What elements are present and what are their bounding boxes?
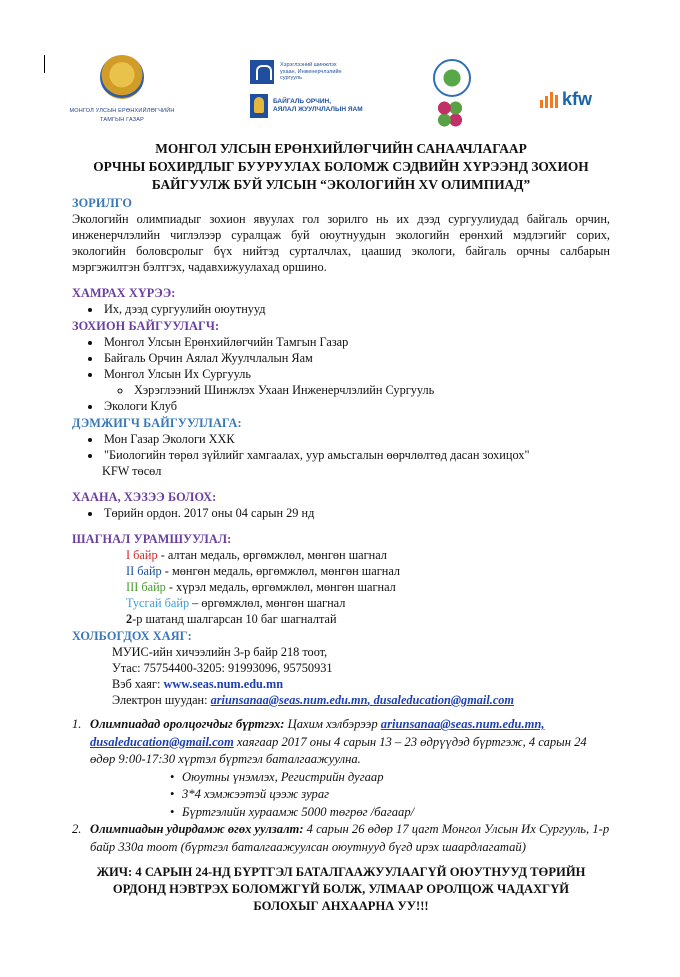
president-office-caption: [62, 107, 182, 125]
eco-club-logo-icon: [433, 59, 471, 97]
ministry-emblem-icon: [250, 94, 268, 118]
title-line: ОРЧНЫ БОХИРДЛЫГ БУУРУУЛАХ БОЛОМЖ СЭДВИЙН ХҮРЭЭНД ЗОХИОН: [93, 159, 589, 174]
section-heading-supporters: ДЭМЖИГЧ БАЙГУУЛЛАГА:: [72, 416, 242, 430]
scope-list: [72, 301, 610, 317]
title-line: МОНГОЛ УЛСЫН ЕРӨНХИЙЛӨГЧИЙН САНААЧЛАГААР: [155, 141, 527, 156]
warning-line: ЖИЧ: 4 САРЫН 24-НД БҮРТГЭЛ БАТАЛГААЖУУЛААГҮЙ ОЮУТНУУД ТӨРИЙН: [96, 865, 586, 879]
contact-address: МУИС-ийн хичээлийн 3-р байр 218 тоот,: [112, 645, 328, 659]
list-item: • Байгаль Орчин Аялал Жуулчлалын Яам: [102, 350, 610, 366]
biodiversity-logo-icon: [436, 99, 464, 129]
list-item: • 3*4 хэмжээтэй цээж зураг: [182, 786, 610, 804]
organizers-sublist: [104, 382, 610, 398]
logo-caption-line: БАЙГАЛЬ ОРЧИН,: [273, 98, 332, 106]
logo-caption-line: ТАМГЫН ГАЗАР: [99, 116, 145, 123]
document-title: [72, 140, 610, 194]
contact-email-row: [112, 692, 610, 708]
sub-list-item: ◦ Хэрэглээний Шинжлэх Ухаан Инженерчлэлийн Сургууль: [132, 382, 610, 398]
kfw-project-note: KFW төсөл: [102, 464, 162, 478]
list-item: • Их, дээд сургуулийн оюутнууд: [102, 301, 610, 317]
prize-teams: [126, 611, 610, 627]
prize-place: II байр: [126, 564, 162, 578]
step-title: Олимпиадад оролцогчдыг бүртгэх:: [90, 717, 285, 731]
website-link[interactable]: www.seas.num.edu.mn: [163, 677, 284, 691]
section-heading-prizes: ШАГНАЛ УРАМШУУЛАЛ:: [72, 532, 232, 546]
prize-text: - хүрэл медаль, өргөмжлөл, мөнгөн шагнал: [165, 580, 396, 594]
contact-web-row: [112, 676, 610, 692]
warning-line: БОЛОХЫГ АНХААРНА УУ!!!: [253, 899, 429, 913]
document-body: [72, 140, 610, 915]
list-item: [102, 366, 610, 398]
section-heading-organizers: ЗОХИОН БАЙГУУЛАГЧ:: [72, 319, 220, 333]
email-link[interactable]: ariunsanaa@seas.num.edu.mn: [210, 693, 368, 707]
list-item: • Төрийн ордон. 2017 оны 04 сарын 29 нд: [102, 505, 610, 521]
prize-text: – өргөмжлөл, мөнгөн шагнал: [189, 596, 346, 610]
kfw-logo: [540, 87, 620, 111]
logo-caption-line: Хэрэглээний шинжлэх: [280, 61, 337, 68]
prize-place: Тусгай байр: [126, 596, 190, 610]
list-item-text: Монгол Улсын Их Сургууль: [104, 367, 251, 381]
kfw-mark-icon: [540, 90, 560, 108]
email-label: Электрон шуудан:: [112, 693, 211, 707]
logo-caption-line: ухаан, Инженерчлэлийн: [280, 68, 342, 75]
email-separator: ,: [367, 693, 374, 707]
step-title: Олимпиадын удирдамж өгөх уулзалт:: [90, 822, 304, 836]
list-item: • Монгол Улсын Ерөнхийлөгчийн Тамгын Газар: [102, 334, 610, 350]
title-line: БАЙГУУЛЖ БУЙ УЛСЫН “ЭКОЛОГИЙН XV ОЛИМПИАД”: [151, 177, 531, 192]
section-heading-contact: ХОЛБОГДОХ ХАЯГ:: [72, 629, 192, 643]
list-item: • Оюутны үнэмлэх, Регистрийн дугаар: [182, 769, 610, 787]
kfw-wordmark: kfw: [562, 88, 593, 109]
step-number: 1.: [72, 717, 82, 731]
logo-caption-line: сургууль: [280, 75, 302, 82]
logo-caption-line: МОНГОЛ УЛСЫН ЕРӨНХИЙЛӨГЧИЙН: [69, 108, 175, 114]
requirements-list: [90, 769, 610, 822]
contact-block: [72, 644, 610, 708]
contact-phone: Утас: 75754400-3205: 91993096, 95750931: [112, 661, 333, 675]
email-link[interactable]: ariunsanaa@seas.num.edu.mn,: [380, 717, 545, 731]
step-registration: [72, 716, 610, 821]
list-item: • "Биологийн төрөл зүйлийг хамгаалах, уур амьсгалын өөрчлөлтөд дасан зохицох": [102, 447, 610, 463]
section-heading-scope: ХАМРАХ ХҮРЭЭ:: [72, 286, 176, 300]
step-text: Цахим хэлбэрээр: [284, 717, 381, 731]
step-text: хаягаар 2017 оны 4 сарын 13 – 23 өдрүүдэд бүртгэж, 4 сарын 24 өдөр 9:00-17:30 хүртэл бүртгэл баталгаажуулна.: [90, 734, 587, 766]
warning-line: ОРДОНД НЭВТРЭХ БОЛОМЖГҮЙ БОЛЖ, УЛМААР ОРОЛЦОЖ ЧАДАХГҮЙ: [112, 882, 570, 896]
prize-second: [126, 563, 610, 579]
header-logos: [0, 55, 680, 150]
goal-text: Экологийн олимпиадыг зохион явуулах гол зорилго нь их дээд сургуулиудад байгаль орчин, инженерчлэлийн чиглэлээр суралцаж буй оюутнуудын экологийн ерөнхий мэдлэгийг сорих, экологийн боловсролыг бүх нийтэд сурталчлах, цаашид экологи, байгаль орчны салбарын мэргэжилтэн бэлтгэх, чадавхижуулахад оршино.: [72, 212, 610, 274]
prize-text: - мөнгөн медаль, өргөмжлөл, мөнгөн шагнал: [161, 564, 401, 578]
prize-third: [126, 579, 610, 595]
section-heading-goal: ЗОРИЛГО: [72, 196, 133, 210]
list-item: • Мон Газар Экологи ХХК: [102, 431, 610, 447]
prize-place: I байр: [126, 548, 158, 562]
supporters-list: [72, 431, 610, 463]
email-link[interactable]: dusaleducation@gmail.com: [90, 734, 234, 749]
prize-place: III байр: [126, 580, 166, 594]
organizers-list: [72, 334, 610, 414]
email-link[interactable]: dusaleducation@gmail.com: [373, 693, 514, 707]
university-icon: [250, 60, 274, 84]
prize-stage: 2: [126, 612, 133, 626]
prize-special: [126, 595, 610, 611]
list-item: • Бүртгэлийн хураамж 5000 төгрөг /багаар/: [182, 804, 610, 822]
warning-note: [72, 864, 610, 915]
section-heading-where: ХААНА, ХЭЗЭЭ БОЛОХ:: [72, 490, 217, 504]
step-briefing: [72, 821, 610, 856]
num-school-logo: [250, 58, 370, 86]
step-number: 2.: [72, 822, 82, 836]
president-office-logo: [62, 55, 182, 125]
state-emblem-icon: [100, 55, 144, 99]
prize-text: - алтан медаль, өргөмжлөл, мөнгөн шагнал: [157, 548, 387, 562]
ministry-logo: [250, 93, 390, 119]
prize-text: -р шатанд шалгарсан 10 баг шагналтай: [132, 612, 337, 626]
web-label: Вэб хаяг:: [112, 677, 164, 691]
step-text: 4 сарын 26 өдөр 17 цагт Монгол Улсын Их Сургууль, 1-р байр 330а тоот (бүртгэл баталгаажуулсан оюутнууд бүгд ирэх шаардлагатай): [90, 822, 610, 854]
prizes-list: [72, 547, 610, 627]
list-item: • Экологи Клуб: [102, 398, 610, 414]
where-list: [72, 505, 610, 521]
logo-caption-line: АЯЛАЛ ЖУУЛЧЛАЛЫН ЯАМ: [273, 106, 363, 113]
steps-list: [72, 716, 610, 856]
prize-first: [126, 547, 610, 563]
